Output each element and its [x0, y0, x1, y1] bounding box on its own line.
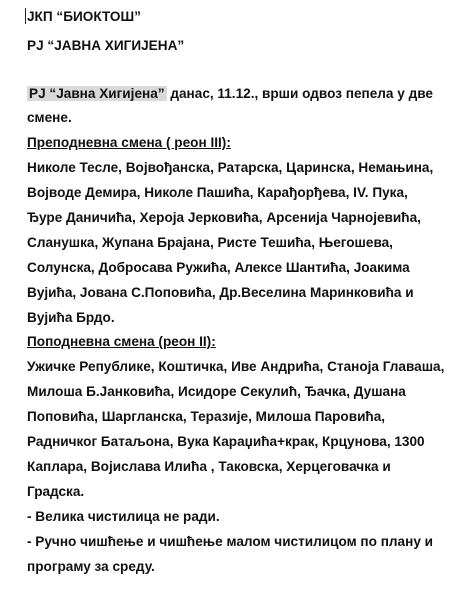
afternoon-street-line: Поповића, Шаргланска, Теразије, Милоша Паровића, [27, 409, 386, 424]
intro-line-2: смене. [27, 110, 72, 125]
afternoon-street-line: Градска. [27, 484, 85, 499]
unit-name: РЈ “ЈАВНА ХИГИЈЕНА” [27, 38, 185, 53]
morning-street-line: Николе Тесле, Војвођанска, Ратарска, Царинска, Немањина, [27, 160, 434, 175]
afternoon-street-line: Ужичке Републике, Коштичка, Иве Андрића, Станоја Главаша, [27, 359, 445, 374]
intro-text: данас, 11.12., врши одвоз пепела у две [166, 86, 433, 101]
morning-street-line: Сланушка, Жупана Брајана, Ристе Тешића, Његошева, [27, 235, 393, 250]
afternoon-shift-heading: Поподневна смена (реон II): [27, 334, 216, 349]
note-line: - Велика чистилица не ради. [27, 509, 220, 524]
note-line: - Ручно чишћење и чишћење малом чистилицом по плану и [27, 534, 434, 549]
highlighted-unit-name: РЈ “Јавна Хигијена” [29, 86, 165, 101]
morning-street-line: Вујића, Јована С.Поповића, Др.Веселина Маринковића и [27, 285, 414, 300]
afternoon-street-line: Каплара, Војислава Илића , Таковска, Херцеговачка и [27, 459, 391, 474]
afternoon-street-line: Милоша Б.Јанковића, Исидоре Секулић, Ђачка, Душана [27, 384, 406, 399]
morning-street-line: Солунска, Добросава Ружића, Алексе Шантића, Јоакима [27, 260, 410, 275]
intro-line-1 [27, 85, 433, 103]
morning-street-line: Вујића Брдо. [27, 310, 115, 325]
morning-shift-heading: Преподневна смена ( реон III): [27, 135, 231, 150]
morning-street-line: Ђуре Даничића, Хероја Јерковића, Арсенија Чарнојевића, [27, 210, 421, 225]
afternoon-street-line: Радничког Батаљона, Вука Караџића+крак, Крцунова, 1300 [27, 434, 425, 449]
note-line: програму за среду. [27, 559, 155, 574]
text-cursor [25, 8, 26, 24]
morning-street-line: Војводе Демира, Николе Пашића, Карађорђева, IV. Пука, [27, 185, 408, 200]
org-name: ЈКП “БИОКТОШ” [27, 9, 141, 24]
